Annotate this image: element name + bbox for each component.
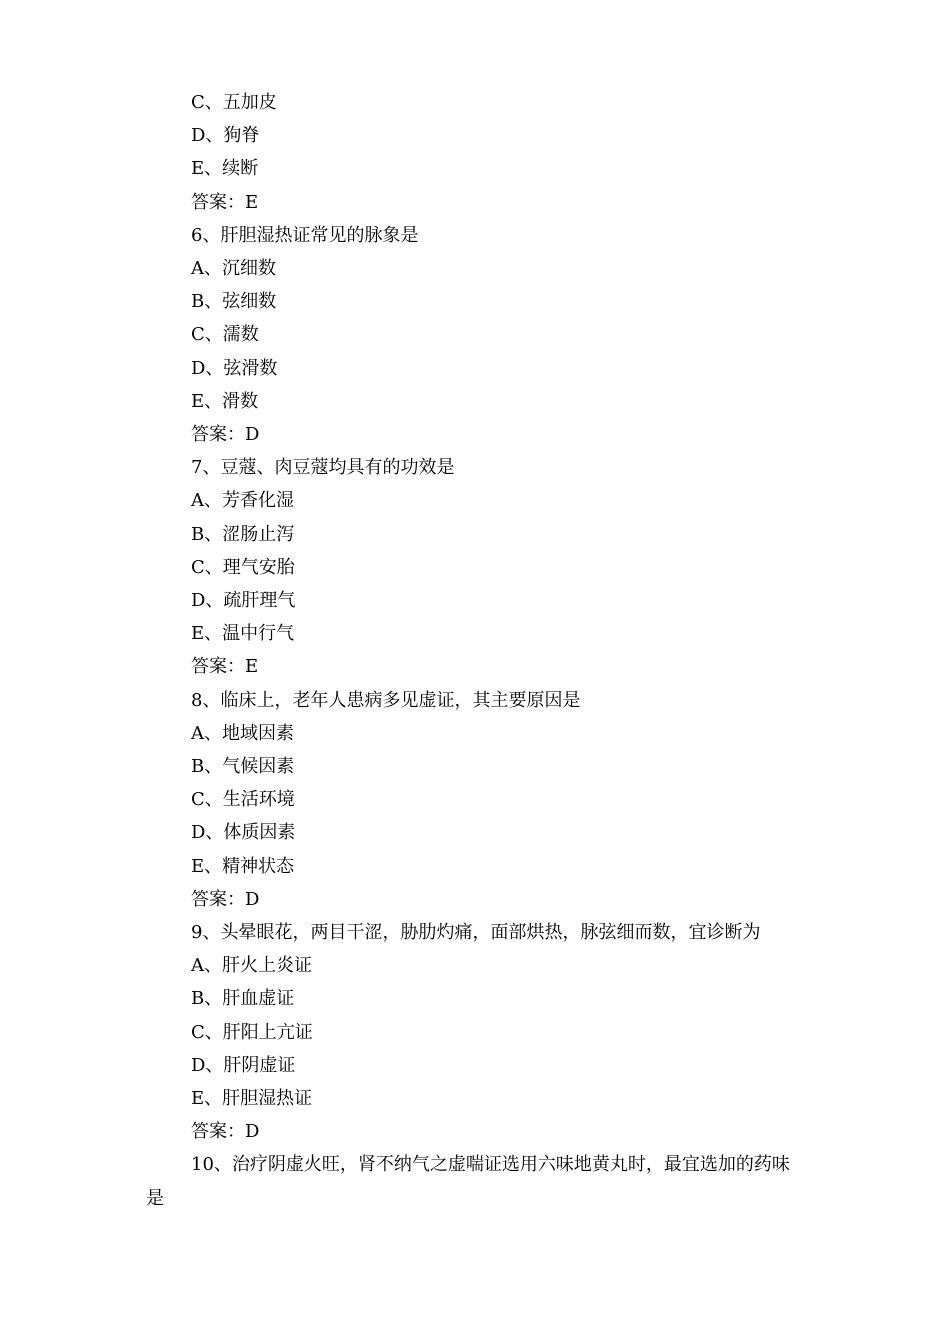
document-line: E、温中行气 <box>191 623 295 644</box>
document-line: D、弦滑数 <box>191 358 278 379</box>
document-line: 答案：E <box>191 656 259 677</box>
document-line: C、肝阳上亢证 <box>191 1022 313 1043</box>
document-line: 答案：D <box>191 424 260 445</box>
document-line: E、滑数 <box>191 391 259 412</box>
document-line: E、肝胆湿热证 <box>191 1088 313 1109</box>
document-line: E、精神状态 <box>191 856 295 877</box>
document-line: 答案：D <box>191 889 260 910</box>
document-line: C、理气安胎 <box>191 557 295 578</box>
document-line: B、气候因素 <box>191 756 295 777</box>
document-line: B、弦细数 <box>191 291 277 312</box>
document-line: 答案：D <box>191 1121 260 1142</box>
document-line: D、体质因素 <box>191 822 296 843</box>
document-line: D、疏肝理气 <box>191 590 296 611</box>
document-line: D、肝阴虚证 <box>191 1055 296 1076</box>
document-line: A、沉细数 <box>191 258 276 279</box>
document-line: E、续断 <box>191 158 259 179</box>
document-line: A、肝火上炎证 <box>191 955 312 976</box>
document-line: B、涩肠止泻 <box>191 524 295 545</box>
document-line: D、狗脊 <box>191 125 260 146</box>
document-line: 9、头晕眼花，两目干涩，胁肋灼痛，面部烘热，脉弦细而数，宜诊断为 <box>191 922 761 943</box>
document-line: A、芳香化湿 <box>191 490 294 511</box>
document-line: C、濡数 <box>191 324 259 345</box>
document-line: C、五加皮 <box>191 92 277 113</box>
document-line: 6、肝胆湿热证常见的脉象是 <box>191 225 419 246</box>
document-line: 10、治疗阴虚火旺，肾不纳气之虚喘证选用六味地黄丸时，最宜选加的药味 <box>191 1154 790 1175</box>
document-line: 8、临床上，老年人患病多见虚证，其主要原因是 <box>191 690 581 711</box>
document-line: A、地域因素 <box>191 723 294 744</box>
document-line: B、肝血虚证 <box>191 988 295 1009</box>
document-line: C、生活环境 <box>191 789 295 810</box>
document-line: 答案：E <box>191 192 259 213</box>
document-line: 7、豆蔻、肉豆蔻均具有的功效是 <box>191 457 455 478</box>
document-line: 是 <box>146 1188 164 1209</box>
